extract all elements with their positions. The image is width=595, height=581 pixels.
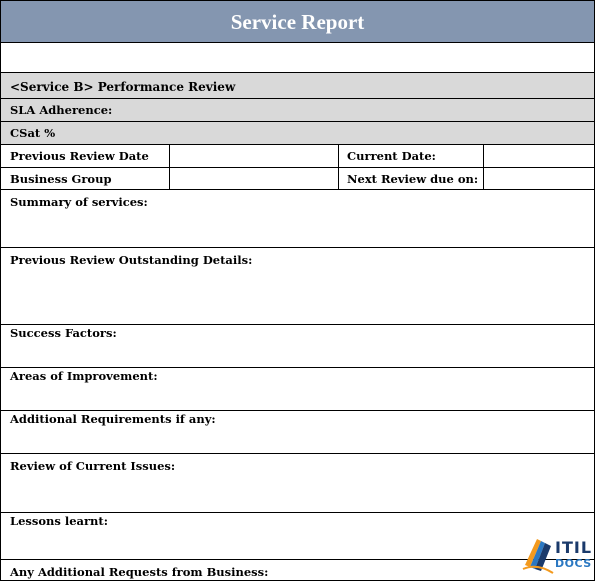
requests-field[interactable] <box>1 559 594 580</box>
improvement-field[interactable] <box>1 367 594 410</box>
requests-label: Any Additional Requests from Business: <box>10 565 269 579</box>
business-group-label: Business Group <box>10 172 112 186</box>
logo-brand-bottom: DOCS <box>555 557 592 570</box>
next-review-due-value[interactable] <box>484 168 593 189</box>
success-field[interactable] <box>1 324 594 367</box>
outstanding-field[interactable] <box>1 247 594 324</box>
report-title: Service Report <box>1 1 594 42</box>
issues-label: Review of Current Issues: <box>10 459 176 473</box>
requirements-label: Additional Requirements if any: <box>10 412 216 426</box>
issues-field[interactable] <box>1 453 594 512</box>
improvement-label: Areas of Improvement: <box>10 369 158 383</box>
summary-label: Summary of services: <box>10 195 148 209</box>
previous-review-date-label: Previous Review Date <box>10 149 149 163</box>
blank-row <box>1 42 594 72</box>
previous-review-date-value[interactable] <box>170 145 338 167</box>
itil-docs-logo <box>521 535 593 577</box>
current-date-label: Current Date: <box>347 149 436 163</box>
requirements-field[interactable] <box>1 410 594 453</box>
summary-field[interactable] <box>1 189 594 247</box>
lessons-field[interactable] <box>1 512 594 559</box>
csat-row <box>1 121 594 144</box>
divider-2 <box>338 144 339 189</box>
next-review-due-label: Next Review due on: <box>347 172 479 186</box>
section-heading-row <box>1 72 594 99</box>
logo-brand-top: ITIL <box>555 538 593 557</box>
open-book-icon <box>521 535 557 575</box>
csat-label: CSat % <box>10 126 56 140</box>
section-heading: <Service B> Performance Review <box>10 80 236 94</box>
lessons-label: Lessons learnt: <box>10 514 108 528</box>
current-date-value[interactable] <box>484 145 593 167</box>
sla-adherence-label: SLA Adherence: <box>10 103 113 117</box>
success-label: Success Factors: <box>10 326 117 340</box>
business-group-value[interactable] <box>170 168 338 189</box>
outstanding-label: Previous Review Outstanding Details: <box>10 253 253 267</box>
sla-row <box>1 98 594 121</box>
